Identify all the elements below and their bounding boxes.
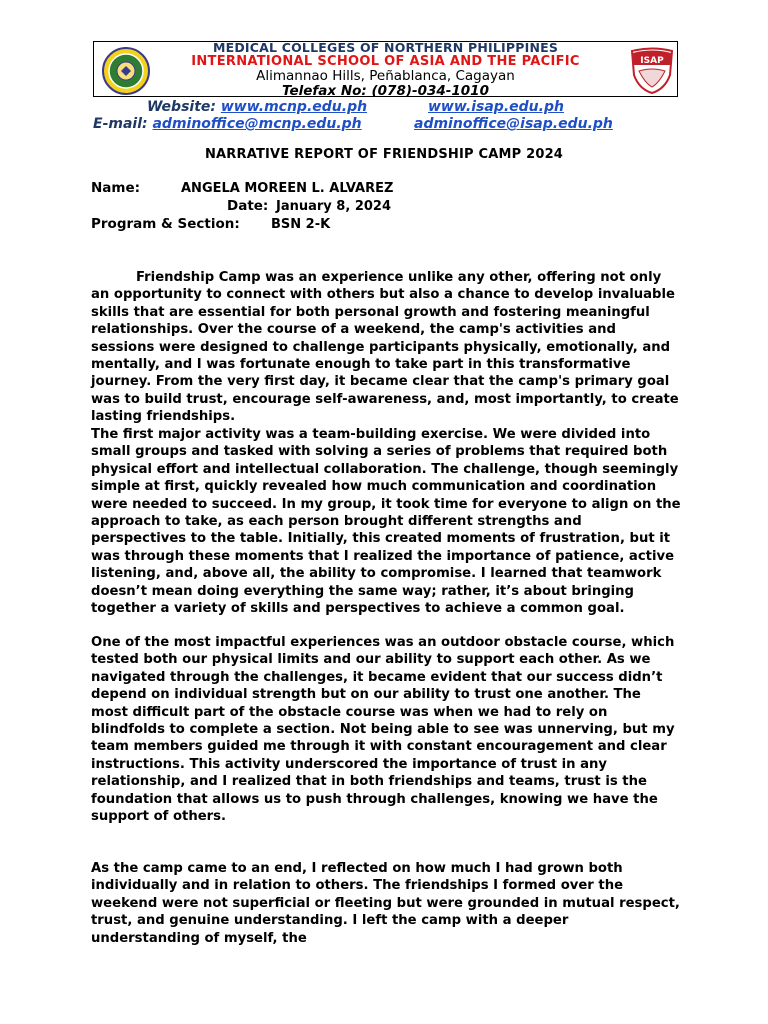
name-value: ANGELA MOREEN L. ALVAREZ — [181, 181, 394, 196]
report-title: NARRATIVE REPORT OF FRIENDSHIP CAMP 2024 — [204, 147, 564, 162]
program-label: Program & Section: — [91, 216, 240, 232]
isap-logo-text: ISAP — [640, 56, 664, 66]
date-value: January 8, 2024 — [276, 199, 391, 214]
email-link-isap[interactable]: adminoffice@isap.edu.ph — [414, 116, 613, 132]
college-name-2: INTERNATIONAL SCHOOL OF ASIA AND THE PACIFIC — [191, 54, 580, 69]
paragraph-3 — [91, 634, 681, 825]
paragraph-2 — [91, 426, 681, 617]
college-address: Alimannao Hills, Peñablanca, Cagayan — [256, 68, 515, 84]
website-label: Website: — [147, 99, 216, 115]
website-line-2 — [428, 100, 564, 114]
website-line — [147, 100, 367, 114]
paragraph-2-text: The first major activity was a team-building exercise. We were divided into small groups and tasked with solving a series of problems that required both physical effort and intellectual collaboration. The challenge, though seemingly simple at first, quickly revealed how much communication and coordination were needed to succeed. In my group, it took time for everyone to align on the approach to take, as each person brought different strengths and perspectives to the table. Initially, this created moments of frustration, but it was through these moments that I realized the importance of patience, active listening, and, above all, the ability to compromise. I learned that teamwork doesn’t mean doing everything the same way; rather, it’s about bringing together a variety of skills and perspectives to achieve a common goal. — [91, 427, 681, 617]
paragraph-4-text: As the camp came to an end, I reflected on how much I had grown both individually and in relation to others. The friendships I formed over the weekend were not superficial or fleeting but were grounded in mutual respect, trust, and genuine understanding. I left the camp with a deeper understanding of myself, the — [91, 861, 680, 946]
name-label: Name: — [91, 180, 141, 196]
website-link-isap[interactable]: www.isap.edu.ph — [428, 99, 564, 115]
email-link-mcnp[interactable]: adminoffice@mcnp.edu.ph — [152, 116, 362, 132]
email-line-2 — [414, 117, 613, 131]
paragraph-1-text: Friendship Camp was an experience unlike any other, offering not only an opportunity to connect with others but also a chance to develop invaluable skills that are essential for both personal growth and fostering meaningful relationships. Over the course of a weekend, the camp's activities and sessions were designed to challenge participants physically, emotionally, and mentally, and I was fortunate enough to take part in this transformative journey. From the very first day, it became clear that the camp's primary goal was to build trust, encourage self-awareness, and, most importantly, to create lasting friendships. — [91, 270, 679, 425]
program-value: BSN 2-K — [271, 217, 331, 232]
paragraph-1 — [91, 269, 681, 426]
paragraph-3-text: One of the most impactful experiences was an outdoor obstacle course, which tested both our physical limits and our ability to support each other. As we navigated through the challenges, it became evident that our success didn’t depend on individual strength but on our ability to trust one another. The most difficult part of the obstacle course was when we had to rely on blindfolds to complete a section. Not being able to see was unnerving, but my team members guided me through it with constant encouragement and clear instructions. This activity underscored the importance of trust in any relationship, and I realized that in both friendships and teams, trust is the foundation that allows us to push through challenges, knowing we have the support of others. — [91, 635, 675, 825]
telefax: Telefax No: (078)-034-1010 — [282, 83, 489, 99]
date-label: Date: — [227, 198, 269, 214]
website-link-mcnp[interactable]: www.mcnp.edu.ph — [220, 99, 368, 115]
letterhead — [93, 41, 678, 97]
isap-shield-logo — [627, 47, 677, 95]
email-line — [93, 117, 362, 131]
email-label: E-mail: — [93, 116, 148, 132]
paragraph-4 — [91, 860, 681, 947]
college-name-1: MEDICAL COLLEGES OF NORTHERN PHILIPPINES — [212, 40, 559, 55]
